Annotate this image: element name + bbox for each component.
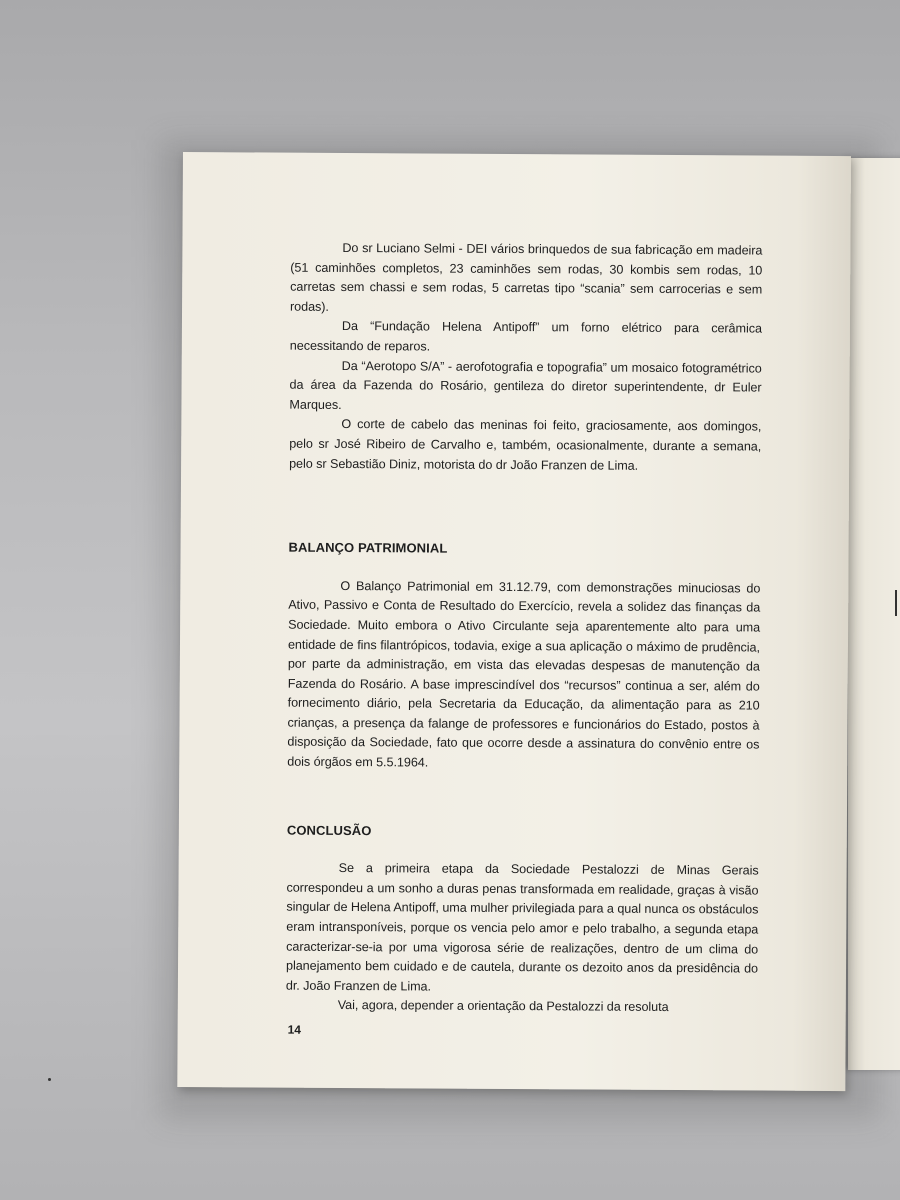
heading-conclusao: CONCLUSÃO	[286, 822, 372, 838]
page-content	[286, 239, 763, 1019]
paragraph-donation-aerotopo: Da “Aerotopo S/A” - aerofotografia e topografia” um mosaico fotogramétrico da área da Fazenda do Rosário, gentileza do diretor superintendente, dr Euler Marques.	[289, 358, 762, 412]
paragraph-conclusao-1: Se a primeira etapa da Sociedade Pestalozzi de Minas Gerais correspondeu a um sonho a duras penas transformada em realidade, graças à visão singular de Helena Antipoff, uma mulher privilegiada para a qual nunca os obstáculos eram intransponíveis, porque os vencia pelo amor e pelo trabalho, a segunda etapa caracterizar-se-ia por uma vigorosa série de realizações, dentro de um clima do planejamento bem cuidado e de cautela, durante os dezoito anos da presidência do dr. João Franzen de Lima.	[285, 861, 759, 994]
paragraph-conclusao-2: Vai, agora, depender a orientação da Pestalozzi da resoluta	[337, 998, 669, 1015]
book-page	[177, 152, 851, 1091]
dust-speck	[48, 1078, 51, 1081]
paragraph-balanco: O Balanço Patrimonial em 31.12.79, com demonstrações minuciosas do Ativo, Passivo e Conta de Resultado do Exercício, revela a solidez das finanças da Sociedade. Muito embora o Ativo Circulante seja aparentemente alto para uma entidade de fins filantrópicos, todavia, exige a sua aplicação o máximo de prudência, por parte da administração, em vista das elevadas despesas de manutenção da Fazenda do Rosário. A base imprescindível dos “recursos” continua a ser, além do fornecimento diário, pela Secretaria da Educação, da alimentação para as 210 crianças, a presença da falange de professores e funcionários do Estado, postos à disposição da Sociedade, fato que ocorre desde a assinatura do convênio entre os dois órgãos em 5.5.1964.	[287, 578, 761, 770]
paragraph-haircut: O corte de cabelo das meninas foi feito, graciosamente, aos domingos, pelo sr José Ribeiro de Carvalho e, também, ocasionalmente, durante a semana, pelo sr Sebastião Diniz, motorista do dr João Franzen de Lima.	[289, 417, 762, 473]
page-number: 14	[287, 1022, 302, 1037]
facing-page-mark	[895, 590, 897, 616]
heading-balanco-patrimonial: BALANÇO PATRIMONIAL	[288, 539, 448, 556]
facing-page-edge	[848, 158, 900, 1070]
paragraph-donation-fundacao: Da “Fundação Helena Antipoff” um forno elétrico para cerâmica necessitando de reparos.	[289, 319, 762, 354]
paragraph-donation-selmi: Do sr Luciano Selmi - DEI vários brinquedos de sua fabricação em madeira (51 caminhões completos, 23 caminhões sem rodas, 30 kombis sem rodas, 10 carretas sem chassi e sem rodas, 5 carretas tipo “scania” sem carrocerias e sem rodas).	[290, 240, 763, 314]
